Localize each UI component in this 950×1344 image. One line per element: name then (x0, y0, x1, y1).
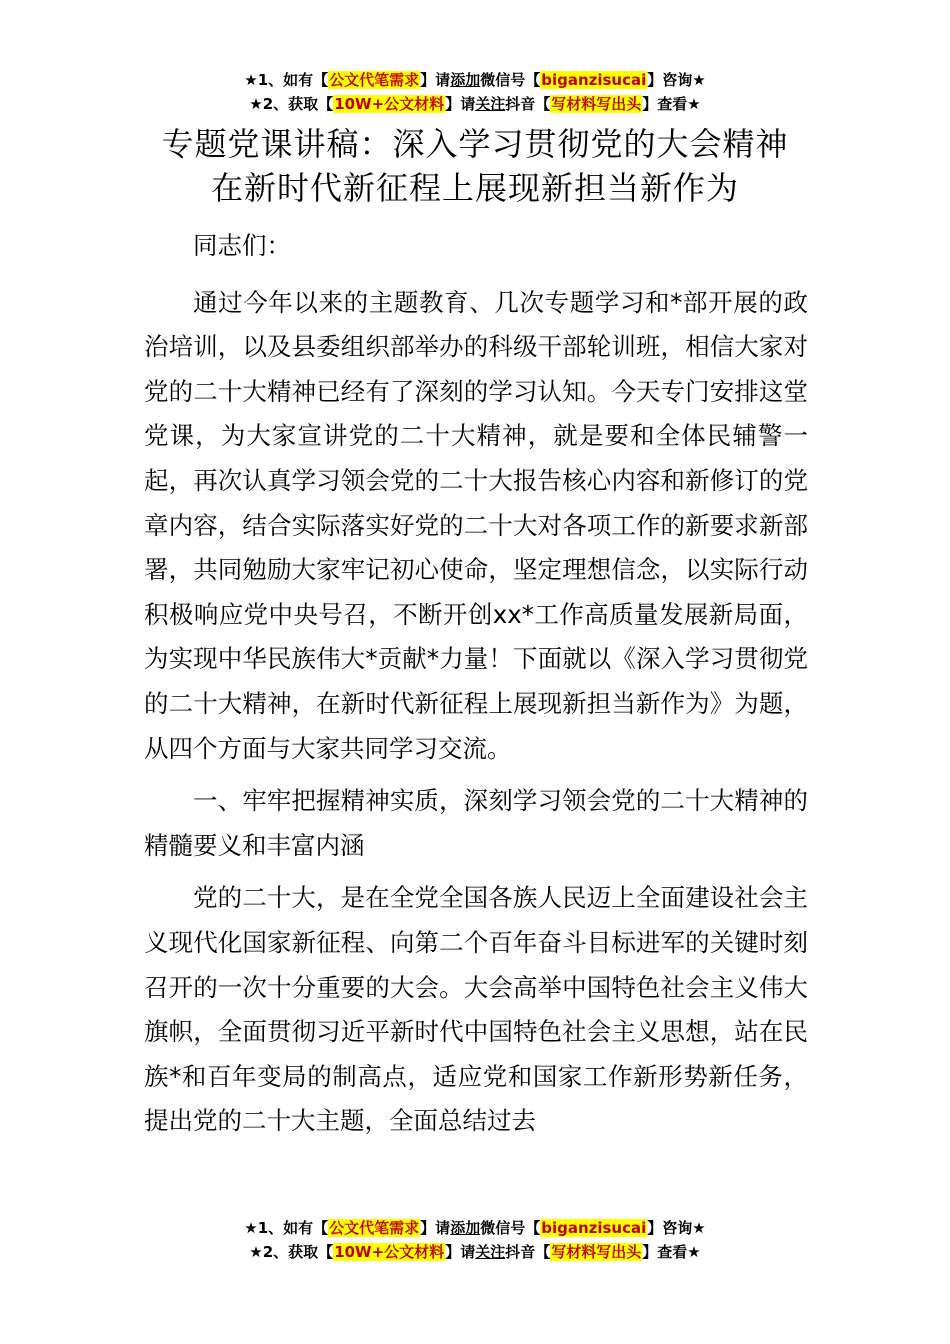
paragraph-intro: 通过今年以来的主题教育、几次专题学习和*部开展的政治培训，以及县委组织部举办的科级干部轮训班，相信大家对党的二十大精神已经有了深刻的学习认知。今天专门安排这堂党课，为大家宣讲党的二十大精神，就是要和全体民辅警一起，再次认真学习领会党的二十大报告核心内容和新修订的党章内容，结合实际落实好党的二十大对各项工作的新要求新部署，共同勉励大家牢记初心使命，坚定理想信念，以实际行动积极响应党中央号召，不断开创xx*工作高质量发展新局面，为实现中华民族伟大*贡献*力量！下面就以《深入学习贯彻党的二十大精神，在新时代新征程上展现新担当新作为》为题，从四个方面与大家共同学习交流。 (144, 287, 808, 763)
title-line-1: 专题党课讲稿：深入学习贯彻党的大会精神 (161, 125, 789, 163)
wechat-id: biganzisucai (541, 1219, 647, 1237)
top-promo-banner (0, 68, 950, 116)
promo-line-1: ★1、如有【公文代笔需求】请添加微信号【biganzisucai】咨询★ (244, 1219, 706, 1237)
promo-line-2: ★2、获取【10W+公文材料】请关注抖音【写材料写出头】查看★ (249, 1243, 701, 1261)
document-title (0, 122, 950, 210)
promo-line-2: ★2、获取【10W+公文材料】请关注抖音【写材料写出头】查看★ (249, 95, 701, 113)
promo-line-1: ★1、如有【公文代笔需求】请添加微信号【biganzisucai】咨询★ (244, 71, 706, 89)
douyin-account: 写材料写出头 (551, 95, 642, 113)
bottom-promo-banner (0, 1216, 950, 1264)
paragraph-section-1: 党的二十大，是在全党全国各族人民迈上全面建设社会主义现代化国家新征程、向第二个百年奋斗目标进军的关键时刻召开的一次十分重要的大会。大会高举中国特色社会主义伟大旗帜，全面贯彻习近平新时代中国特色社会主义思想，站在民族*和百年变局的制高点，适应党和国家工作新形势新任务，提出党的二十大主题，全面总结过去 (144, 883, 808, 1136)
document-body (144, 224, 808, 1152)
wechat-id: biganzisucai (541, 71, 647, 89)
promo-highlight: 公文代笔需求 (329, 1219, 420, 1237)
promo-highlight: 10W+公文材料 (334, 1243, 445, 1261)
section-heading-1: 一、牢牢把握精神实质，深刻学习领会党的二十大精神的精髓要义和丰富内涵 (144, 786, 808, 860)
salutation: 同志们： (193, 231, 291, 260)
douyin-account: 写材料写出头 (551, 1243, 642, 1261)
title-line-2: 在新时代新征程上展现新担当新作为 (210, 169, 739, 207)
promo-highlight: 公文代笔需求 (329, 71, 420, 89)
promo-highlight: 10W+公文材料 (334, 95, 445, 113)
